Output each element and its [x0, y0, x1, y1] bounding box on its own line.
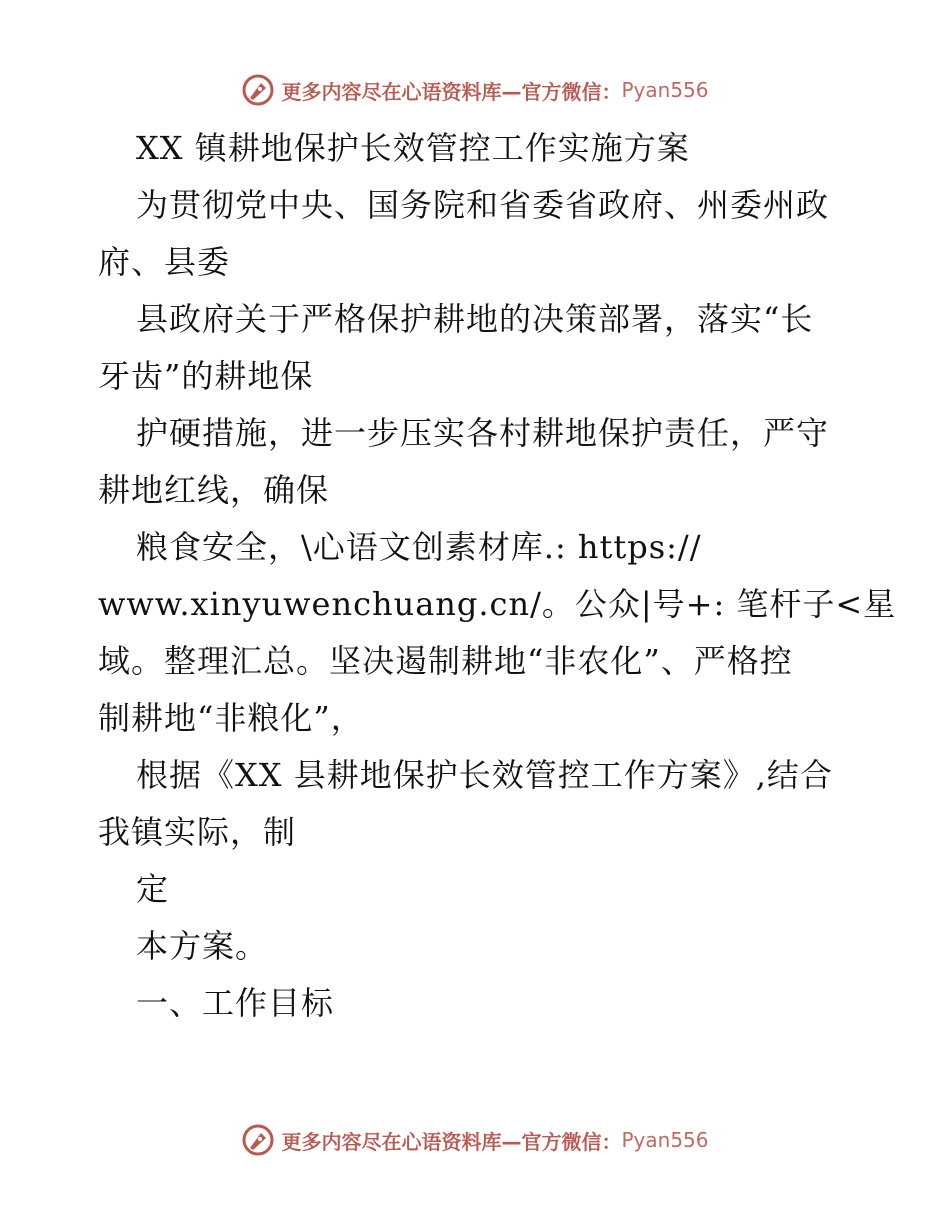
document-line: 粮食安全，\心语文创素材库.: https:// [136, 528, 702, 566]
document-line: 护硬措施，进一步压实各村耕地保护责任，严守 [136, 414, 830, 452]
document-line: 牙齿”的耕地保 [98, 357, 314, 395]
document-line: 府、县委 [98, 243, 231, 281]
watermark-contact: Pyan556 [621, 78, 709, 102]
document-line: 根据《XX 县耕地保护长效管控工作方案》,结合 [136, 756, 833, 794]
document-line: XX 镇耕地保护长效管控工作实施方案 [136, 129, 690, 167]
pen-nib-icon [241, 73, 275, 107]
watermark-contact: Pyan556 [621, 1128, 709, 1152]
document-line: 域。整理汇总。坚决遏制耕地“非农化”、严格控 [98, 642, 793, 680]
watermark-text: 更多内容尽在心语资料库—官方微信： [281, 1129, 622, 1154]
header-watermark [0, 70, 950, 110]
document-body [98, 120, 897, 1032]
document-line: 本方案。 [136, 927, 269, 965]
document-line: 为贯彻党中央、国务院和省委省政府、州委州政 [136, 186, 830, 224]
document-line: 一、工作目标 [136, 984, 335, 1022]
footer-watermark [0, 1120, 950, 1160]
document-line: 定 [136, 870, 170, 908]
watermark-text: 更多内容尽在心语资料库—官方微信： [281, 79, 622, 104]
document-line: www.xinyuwenchuang.cn/。公众|号+: 笔杆子<星 [98, 585, 897, 623]
document-line: 耕地红线，确保 [98, 471, 330, 509]
document-line: 我镇实际，制 [98, 813, 297, 851]
document-line: 制耕地“非粮化”， [98, 699, 364, 737]
pen-nib-icon [241, 1123, 275, 1157]
document-line: 县政府关于严格保护耕地的决策部署，落实“长 [136, 300, 814, 338]
